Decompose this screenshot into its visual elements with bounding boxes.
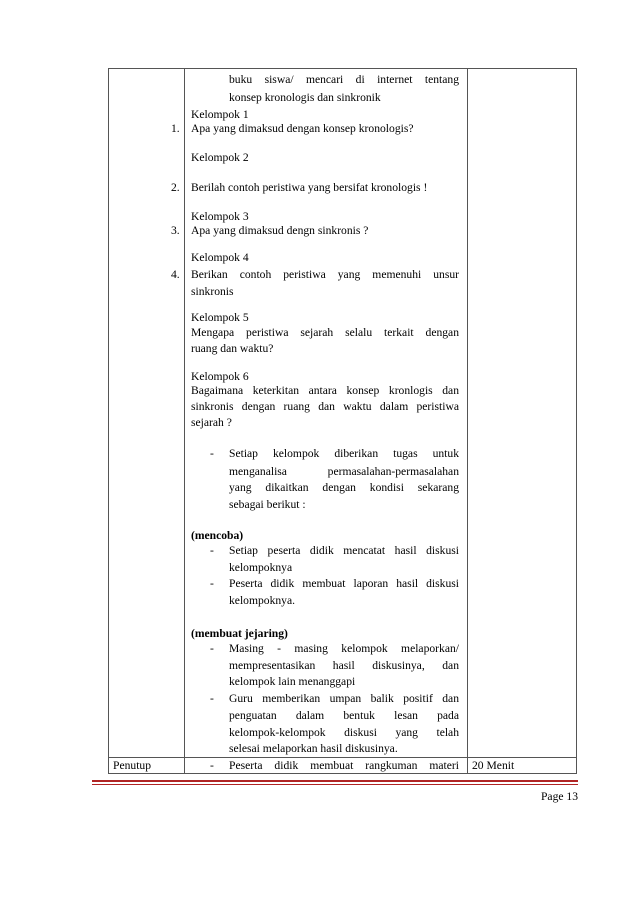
mencoba-heading: (mencoba): [191, 529, 244, 542]
group-1-number: 1.: [171, 122, 180, 135]
table-col-divider-2: [467, 68, 468, 774]
group-1-label: Kelompok 1: [191, 108, 249, 121]
penutup-dash: -: [210, 759, 214, 772]
jejaring-bullet-2-line-4: selesai melaporkan hasil diskusinya.: [229, 742, 398, 755]
table-border-right: [576, 68, 577, 774]
jejaring-bullet-2-dash: -: [210, 692, 214, 705]
group-6-question-line-2: sinkronis dengan ruang dan waktu dalam peristiwa: [191, 400, 459, 413]
table-border-top: [108, 68, 577, 69]
task-bullet-line-3: yang dikaitkan dengan kondisi sekarang: [229, 481, 459, 494]
group-3-number: 3.: [171, 224, 180, 237]
footer-rule-thick: [92, 780, 578, 782]
group-4-question-line-2: sinkronis: [191, 285, 234, 298]
mencoba-bullet-1-dash: -: [210, 544, 214, 557]
group-2-label: Kelompok 2: [191, 151, 249, 164]
group-5-question-line-2: ruang dan waktu?: [191, 342, 274, 355]
page-number: Page 13: [540, 790, 578, 803]
group-3-question: Apa yang dimaksud dengn sinkronis ?: [191, 224, 369, 237]
mencoba-bullet-1-line-2: kelompoknya: [229, 561, 293, 574]
group-5-label: Kelompok 5: [191, 311, 249, 324]
table-border-left: [108, 68, 109, 774]
group-4-number: 4.: [171, 268, 180, 281]
group-5-question-line-1: Mengapa peristiwa sejarah selalu terkait dengan: [191, 326, 459, 339]
continuation-line-1: buku siswa/ mencari di internet tentang: [229, 73, 459, 86]
group-2-question: Berilah contoh peristiwa yang bersifat kronologis !: [191, 181, 428, 194]
table-col-divider-1: [184, 68, 185, 774]
group-3-label: Kelompok 3: [191, 210, 249, 223]
task-bullet-line-1: Setiap kelompok diberikan tugas untuk: [229, 447, 459, 460]
mencoba-bullet-1-line-1: Setiap peserta didik mencatat hasil diskusi: [229, 544, 459, 557]
table-border-bottom: [108, 773, 577, 774]
jejaring-bullet-1-dash: -: [210, 642, 214, 655]
task-bullet-dash: -: [210, 447, 214, 460]
jejaring-bullet-2-line-1: Guru memberikan umpan balik positif dan: [229, 692, 459, 705]
jejaring-bullet-2-line-2: penguatan dalam bentuk lesan pada: [229, 709, 459, 722]
continuation-line-2: konsep kronologis dan sinkronik: [229, 91, 381, 104]
jejaring-bullet-1-line-3: kelompok lain menanggapi: [229, 675, 356, 688]
footer-rule-thin: [92, 784, 578, 785]
group-6-label: Kelompok 6: [191, 370, 249, 383]
group-4-label: Kelompok 4: [191, 251, 249, 264]
mencoba-bullet-2-dash: -: [210, 577, 214, 590]
group-1-question: Apa yang dimaksud dengan konsep kronologis?: [191, 122, 414, 135]
mencoba-bullet-2-line-1: Peserta didik membuat laporan hasil diskusi: [229, 577, 459, 590]
penutup-label: Penutup: [113, 759, 152, 772]
task-bullet-line-2: menganalisa permasalahan-permasalahan: [229, 465, 459, 478]
group-4-question-line-1: Berikan contoh peristiwa yang memenuhi unsur: [191, 268, 459, 281]
group-2-number: 2.: [171, 181, 180, 194]
jejaring-bullet-1-line-2: mempresentasikan hasil diskusinya, dan: [229, 659, 459, 672]
penutup-activity: Peserta didik membuat rangkuman materi: [229, 759, 459, 772]
jejaring-heading: (membuat jejaring): [191, 627, 288, 640]
mencoba-bullet-2-line-2: kelompoknya.: [229, 594, 296, 607]
jejaring-bullet-1-line-1: Masing - masing kelompok melaporkan/: [229, 642, 459, 655]
table-row-divider: [108, 757, 577, 758]
penutup-time: 20 Menit: [472, 759, 515, 772]
group-6-question-line-1: Bagaimana keterkitan antara konsep kronlogis dan: [191, 384, 459, 397]
group-6-question-line-3: sejarah ?: [191, 416, 232, 429]
jejaring-bullet-2-line-3: kelompok-kelompok diskusi yang telah: [229, 726, 459, 739]
task-bullet-line-4: sebagai berikut :: [229, 498, 306, 511]
